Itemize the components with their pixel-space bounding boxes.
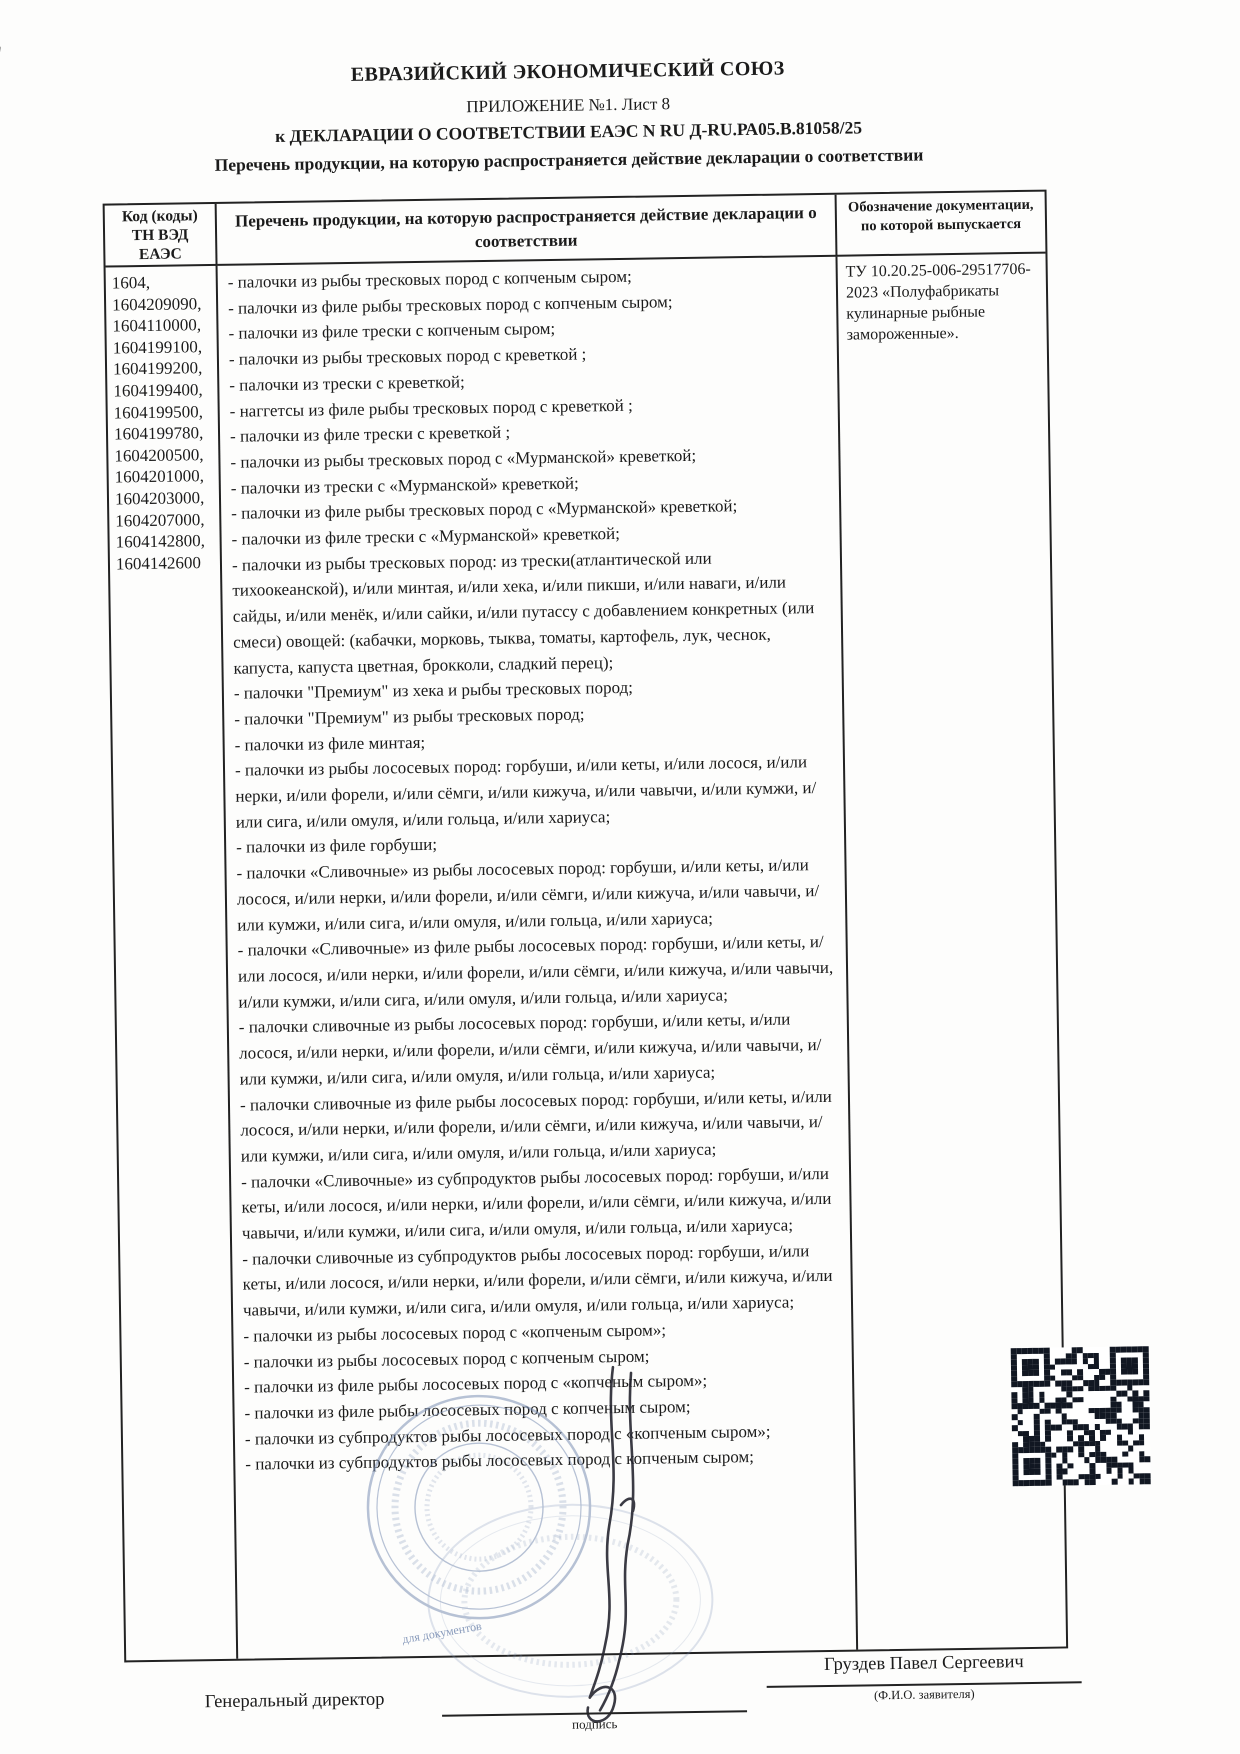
- product-line: - палочки сливочные из филе рыбы лососевых пород: горбуши, и/или кеты, и/или лосося, и/или нерки, и/или форели, и/или сёмги, и/или кижуча, и/или чавычи, и/или кумжи, и/или сига, и/или омуля, и/или гольца, и/или хариуса;: [239, 1086, 832, 1166]
- product-line: - палочки из трески с креветкой;: [229, 372, 465, 395]
- products-table: [103, 190, 1069, 1663]
- qr-code: [1011, 1346, 1151, 1486]
- scan-artifact: [0, 45, 1, 72]
- product-line: - палочки «Сливочные» из субпродуктов рыбы лососевых пород: горбуши, и/или кеты, и/или лосося, и/или нерки, и/или форели, и/или сёмги, и/или кижуча, и/или чавычи, и/или кумжи, и/или сига, и/или омуля, и/или гольца, и/или хариуса;: [240, 1163, 832, 1243]
- tnved-code: 1604199100,: [112, 336, 203, 358]
- product-line: - палочки сливочные из субпродуктов рыбы лососевых пород: горбуши, и/или кеты, и/или лосося, и/или нерки, и/или форели, и/или сёмги, и/или кижуча, и/или чавычи, и/или кумжи, и/или сига, и/или омуля, и/или гольца, и/или хариуса;: [242, 1240, 833, 1320]
- product-line: - палочки из рыбы тресковых пород с креветкой ;: [228, 344, 587, 369]
- tnved-code: 1604203000,: [114, 488, 205, 509]
- product-line: - палочки из трески с «Мурманской» креветкой;: [230, 473, 579, 498]
- documentation-text: ТУ 10.20.25-006-29517706-2023 «Полуфабрикаты кулинарные рыбные замороженные».: [845, 260, 1031, 344]
- product-list-title: Перечень продукции, на которую распространяется действие декларации о соответствии: [214, 144, 924, 175]
- product-line: - палочки из рыбы тресковых пород с копченым сыром;: [227, 266, 632, 292]
- product-line: - палочки из рыбы лососевых пород: горбуши, и/или кеты, и/или лосося, и/или нерки, и/или форели, и/или сёмги, и/или кижуча, и/или чавычи, и/или кумжи, и/или сига, и/или омуля, и/или гольца, и/или хариуса;: [234, 752, 817, 832]
- product-line: - палочки из филе рыбы лососевых пород с «копченым сыром»;: [244, 1370, 708, 1397]
- union-title: ЕВРАЗИЙСКИЙ ЭКОНОМИЧЕСКИЙ СОЮЗ: [350, 57, 785, 86]
- product-line: - палочки из рыбы лососевых пород с копченым сыром;: [243, 1346, 650, 1372]
- tnved-code: 1604199780,: [113, 423, 204, 444]
- product-line: - палочки из субпродуктов рыбы лососевых пород с «копченым сыром»;: [244, 1421, 771, 1449]
- tnved-code: 1604110000,: [112, 315, 202, 336]
- product-line: - палочки "Премиум" из рыбы тресковых пород;: [234, 704, 585, 729]
- product-line: - наггетсы из филе рыбы тресковых пород с креветкой ;: [229, 395, 633, 421]
- tnved-code: 1604209090,: [111, 293, 202, 315]
- product-line: - палочки из рыбы тресковых пород с «Мурманской» креветкой;: [230, 445, 697, 472]
- product-line: - палочки из филе трески с «Мурманской» креветкой;: [231, 523, 621, 549]
- signature-label: подпись: [571, 1716, 618, 1732]
- product-line: - палочки "Премиум" из хека и рыбы тресковых пород;: [233, 678, 634, 703]
- column-header-documentation: Обозначение документации, по которой выпускается: [837, 192, 1046, 257]
- tnved-code: 1604199500,: [113, 401, 204, 423]
- tnved-code: 1604201000,: [114, 466, 205, 487]
- product-line: - палочки «Сливочные» из филе рыбы лососевых пород: горбуши, и/или кеты, и/или лосося, и/или нерки, и/или форели, и/или сёмги, и/или кижуча, и/или чавычи, и/или кумжи, и/или сига, и/или омуля, и/или гольца, и/или хариуса;: [237, 932, 834, 1012]
- product-line: - палочки из рыбы лососевых пород с «копченым сыром»;: [243, 1320, 667, 1346]
- appendix-line: ПРИЛОЖЕНИЕ №1. Лист 8: [466, 94, 671, 117]
- product-line: - палочки из филе рыбы тресковых пород с копченым сыром;: [228, 291, 673, 318]
- tnved-code: 1604199400,: [113, 380, 203, 401]
- tnved-code: 1604,: [111, 272, 151, 293]
- product-line: - палочки из филе минтая;: [234, 732, 426, 755]
- column-header-codes: Код (коды) ТН ВЭД ЕАЭС: [105, 204, 218, 268]
- position-title: Генеральный директор: [204, 1689, 385, 1713]
- product-line: - палочки из филе горбуши;: [236, 835, 438, 858]
- declaration-number-line: к ДЕКЛАРАЦИИ О СООТВЕТСТВИИ ЕАЭС N RU Д-RU.РА05.В.81058/25: [274, 117, 863, 147]
- stamp-text: для документов: [401, 1618, 483, 1647]
- product-line: - палочки из субпродуктов рыбы лососевых пород с копченым сыром;: [245, 1447, 755, 1474]
- product-line: - палочки сливочные из рыбы лососевых пород: горбуши, и/или кеты, и/или лосося, и/или нерки, и/или форели, и/или сёмги, и/или кижуча, и/или чавычи, и/или кумжи, и/или сига, и/или омуля, и/или гольца, и/или хариуса;: [238, 1009, 822, 1089]
- column-header-products: Перечень продукции, на которую распространяется действие декларации о соответствии: [217, 195, 838, 266]
- product-line: - палочки из филе трески с креветкой ;: [229, 422, 511, 446]
- tnved-code: 1604207000,: [115, 509, 205, 530]
- products-cell: [218, 257, 859, 1659]
- product-line: - палочки из филе трески с копченым сыром;: [228, 319, 556, 344]
- tnved-code: 1604199200,: [112, 358, 203, 379]
- product-line: - палочки из рыбы тресковых пород: из трески(атлантической или тихоокеанской), и/или минтая, и/или хека, и/или пикши, и/или наваги, и/или сайды, и/или менёк, и/или сайки, и/или путассу с добавлением конкретных (или смеси) овощей: (кабачки, морковь, тыква, томаты, картофель, лук, чеснок, капуста, капуста цветная, брокколи, сладкий перец);: [231, 548, 815, 678]
- document-header: [0, 0, 1147, 175]
- product-line: - палочки из филе рыбы тресковых пород с «Мурманской» креветкой;: [231, 496, 738, 524]
- codes-cell: [106, 266, 239, 1661]
- tnved-code: 1604200500,: [114, 444, 204, 466]
- applicant-name-label: (Ф.И.О. заявителя): [873, 1686, 975, 1703]
- tnved-code: 1604142800,: [115, 531, 206, 552]
- product-line: - палочки «Сливочные» из рыбы лососевых пород: горбуши, и/или кеты, и/или лосося, и/или нерки, и/или форели, и/или сёмги, и/или кижуча, и/или чавычи, и/или кумжи, и/или сига, и/или омуля, и/или гольца, и/или хариуса;: [236, 855, 820, 935]
- product-line: - палочки из филе рыбы лососевых пород с копченым сыром;: [244, 1396, 691, 1423]
- applicant-name: Груздев Павел Сергеевич: [823, 1652, 1024, 1676]
- tnved-code: 1604142600: [115, 552, 202, 574]
